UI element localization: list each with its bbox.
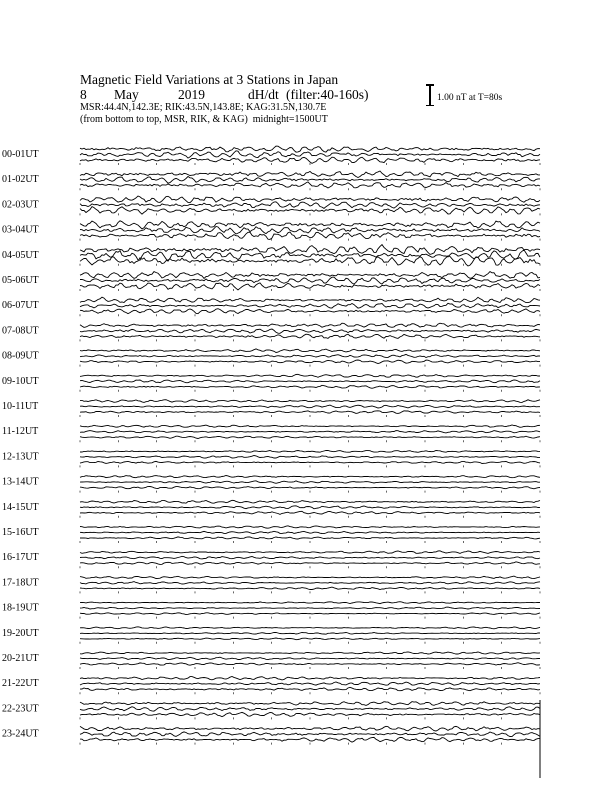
trace-msr: [80, 182, 540, 188]
row-label: 14-15UT: [2, 501, 39, 513]
row-label: 11-12UT: [2, 426, 39, 438]
date-month: May: [114, 87, 139, 102]
trace-msr: [80, 663, 540, 666]
trace-kag: [80, 374, 540, 377]
trace-msr: [80, 157, 540, 163]
trace-rik: [80, 682, 540, 685]
trace-rik: [80, 556, 540, 559]
row-label: 10-11UT: [2, 401, 39, 412]
trace-rik: [80, 380, 540, 383]
date-year: 2019: [178, 87, 205, 102]
trace-msr: [80, 712, 540, 716]
row-label: 17-18UT: [2, 577, 39, 589]
trace-msr: [80, 687, 540, 690]
trace-kag: [80, 349, 540, 353]
row-label: 23-24UT: [2, 728, 39, 740]
trace-kag: [80, 500, 540, 503]
trace-msr: [80, 587, 540, 589]
trace-rik: [80, 607, 540, 609]
trace-kag: [80, 652, 540, 654]
row-label: 20-21UT: [2, 653, 39, 664]
midnight-text: midnight=1500UT: [252, 114, 328, 125]
trace-msr: [80, 334, 540, 338]
trace-msr: [80, 411, 540, 414]
trace-kag: [80, 297, 540, 302]
row-label: 12-13UT: [2, 451, 39, 463]
trace-kag: [80, 221, 540, 229]
trace-rik: [80, 227, 540, 235]
filter-label: (filter:40-160s): [286, 87, 369, 102]
trace-kag: [80, 726, 540, 731]
row-label: 18-19UT: [2, 602, 39, 614]
row-label: 15-16UT: [2, 527, 39, 538]
row-label: 16-17UT: [2, 552, 39, 564]
trace-rik: [80, 405, 540, 408]
row-label: 09-10UT: [2, 375, 39, 387]
row-label: 01-02UT: [2, 174, 39, 186]
trace-kag: [80, 476, 540, 478]
trace-kag: [80, 425, 540, 427]
trace-msr: [80, 613, 540, 615]
row-label: 19-20UT: [2, 627, 39, 639]
trace-rik: [80, 632, 540, 634]
row-label: 00-01UT: [2, 149, 39, 160]
trace-rik: [80, 531, 540, 533]
trace-msr: [80, 232, 540, 239]
trace-msr: [80, 511, 540, 514]
order-text: (from bottom to top, MSR, RIK, & KAG): [80, 114, 248, 125]
trace-kag: [80, 627, 540, 629]
trace-msr: [80, 486, 540, 488]
trace-kag: [80, 576, 540, 579]
trace-kag: [80, 551, 540, 554]
trace-msr: [80, 360, 540, 364]
trace-rik: [80, 431, 540, 433]
trace-rik: [80, 481, 540, 484]
trace-rik: [80, 177, 540, 184]
row-label: 22-23UT: [2, 703, 39, 715]
trace-kag: [80, 272, 540, 279]
trace-msr: [80, 436, 540, 438]
row-label: 06-07UT: [2, 300, 39, 312]
row-label: 03-04UT: [2, 224, 39, 236]
row-label: 08-09UT: [2, 350, 39, 362]
row-label: 04-05UT: [2, 249, 39, 261]
trace-kag: [80, 702, 540, 706]
trace-msr: [80, 207, 540, 215]
trace-kag: [80, 196, 540, 203]
trace-msr: [80, 283, 540, 290]
trace-rik: [80, 151, 540, 158]
date-day: 8: [80, 87, 87, 102]
trace-rik: [80, 456, 540, 459]
trace-kag: [80, 323, 540, 327]
trace-kag: [80, 146, 540, 152]
trace-rik: [80, 329, 540, 333]
component-label: dH/dt: [248, 87, 279, 102]
trace-rik: [80, 707, 540, 711]
trace-msr: [80, 385, 540, 388]
trace-msr: [80, 461, 540, 463]
stations-info: MSR:44.4N,142.3E; RIK:43.5N,143.8E; KAG:31.5N,130.7E: [80, 102, 327, 113]
row-label: 07-08UT: [2, 325, 39, 337]
trace-msr: [80, 309, 540, 314]
trace-rik: [80, 506, 540, 509]
chart-title: Magnetic Field Variations at 3 Stations in Japan: [80, 72, 339, 87]
row-label: 05-06UT: [2, 275, 39, 286]
row-label: 21-22UT: [2, 678, 39, 690]
trace-rik: [80, 657, 540, 659]
trace-kag: [80, 171, 540, 178]
trace-msr: [80, 638, 540, 640]
trace-rik: [80, 582, 540, 584]
trace-msr: [80, 562, 540, 565]
trace-kag: [80, 450, 540, 452]
trace-msr: [80, 737, 540, 742]
trace-kag: [80, 602, 540, 604]
trace-kag: [80, 677, 540, 680]
trace-kag: [80, 400, 540, 403]
row-label: 02-03UT: [2, 199, 39, 211]
trace-rik: [80, 354, 540, 357]
scale-label: 1.00 nT at T=80s: [437, 93, 503, 103]
trace-kag: [80, 526, 540, 528]
row-label: 13-14UT: [2, 476, 39, 488]
trace-rik: [80, 732, 540, 737]
trace-rik: [80, 303, 540, 308]
trace-msr: [80, 537, 540, 539]
